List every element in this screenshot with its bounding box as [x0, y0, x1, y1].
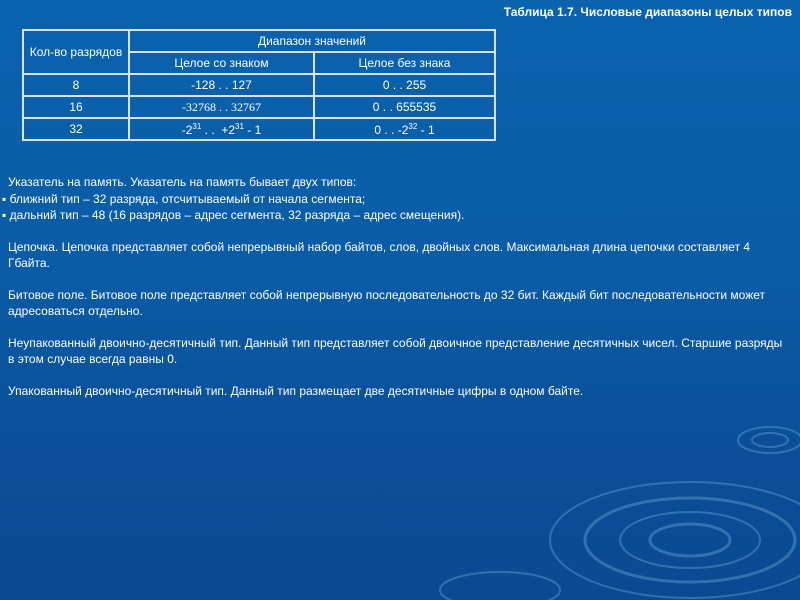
exponent: 31	[192, 121, 202, 131]
packed-paragraph: Упакованный двоично-десятичный тип. Данный тип размещает две десятичные цифры в одном байте.	[8, 383, 584, 398]
cell-bits: 8	[23, 74, 129, 96]
header-unsigned: Целое без знака	[314, 52, 495, 74]
text: -2	[181, 122, 193, 137]
cell-unsigned: 0 . . 255	[314, 74, 495, 96]
pointer-paragraph: Указатель на память. Указатель на память бывает двух типов:	[8, 175, 357, 189]
cell-signed	[129, 118, 314, 140]
header-range: Диапазон значений	[129, 30, 495, 52]
bullet-far: ▪ дальний тип – 48 (16 разрядов – адрес сегмента, 32 разряда – адрес смещения).	[2, 208, 465, 222]
bitfield-paragraph: Битовое поле. Битовое поле представляет собой непрерывную последовательность до 32 бит. Каждый бит последовательности может адресоваться отдельно.	[8, 287, 766, 318]
text: 0 . . -2	[374, 122, 409, 137]
table-row	[23, 74, 495, 96]
chain-paragraph: Цепочка. Цепочка представляет собой непрерывный набор байтов, слов, двойных слов. Максимальная длина цепочки составляет 4 Гбайта.	[8, 239, 751, 270]
integer-ranges-table	[22, 29, 496, 141]
text: - 1	[243, 122, 262, 137]
cell-unsigned: 0 . . 655535	[314, 96, 495, 118]
cell-signed: -32768 . . 32767	[129, 96, 314, 118]
exponent: 31	[235, 121, 244, 131]
unpacked-paragraph: Неупакованный двоично-десятичный тип. Данный тип представляет собой двоичное представление десятичных чисел. Старшие разряды в этом случае всегда равны 0.	[8, 335, 783, 366]
cell-bits: 16	[23, 96, 129, 118]
body-text	[0, 174, 790, 414]
text: - 1	[417, 122, 435, 137]
header-signed: Целое со знаком	[129, 52, 314, 74]
cell-bits: 32	[23, 118, 129, 140]
exponent: 32	[408, 121, 418, 131]
table-row	[23, 118, 495, 140]
header-bits: Кол-во разрядов	[23, 30, 129, 74]
slide-title: Таблица 1.7. Числовые диапазоны целых типов	[503, 5, 792, 19]
bullet-near: ▪ ближний тип – 32 разряда, отсчитываемый от начала сегмента;	[2, 191, 366, 206]
table-row	[23, 96, 495, 118]
text: . . +2	[201, 122, 235, 137]
cell-unsigned	[314, 118, 495, 140]
cell-signed: -128 . . 127	[129, 74, 314, 96]
